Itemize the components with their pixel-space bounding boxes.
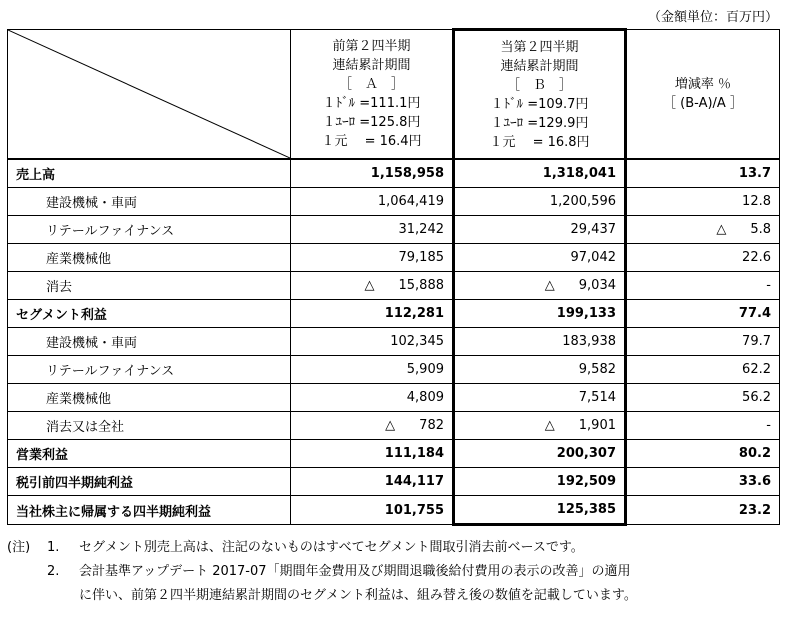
header-prev-line: １元 = 16.4円 xyxy=(321,134,422,149)
cell-rate xyxy=(626,300,780,328)
table-row xyxy=(8,356,780,384)
cell-rate xyxy=(626,440,780,468)
cell-rate xyxy=(626,496,780,525)
value-rate: 23.2 xyxy=(738,502,771,518)
row-label: リテールファイナンス xyxy=(8,356,291,384)
row-label: 消去又は全社 xyxy=(8,412,291,440)
unit-note: （金額単位：百万円） xyxy=(647,10,778,25)
cell-rate xyxy=(626,384,780,412)
row-label: セグメント利益 xyxy=(8,300,291,328)
table-row xyxy=(8,188,780,216)
table-row xyxy=(8,244,780,272)
cell-prev xyxy=(291,496,454,525)
triangle-mark: △ xyxy=(385,418,396,433)
table-row xyxy=(8,412,780,440)
note-number: 2. xyxy=(47,564,60,579)
row-label: 税引前四半期純利益 xyxy=(8,468,291,496)
cell-rate xyxy=(626,216,780,244)
cell-prev xyxy=(291,272,454,300)
cell-prev xyxy=(291,159,454,188)
note-text-continued: に伴い、前第２四半期連結累計期間のセグメント利益は、組み替え後の数値を記載しています。 xyxy=(79,588,637,603)
value-prev: 31,242 xyxy=(398,222,444,237)
note-number: 1. xyxy=(47,540,60,555)
header-prev-line: １ﾄﾞﾙ =111.1円 xyxy=(322,96,421,111)
table-row xyxy=(8,300,780,328)
value-curr: 7,514 xyxy=(578,390,616,405)
value-curr: 9,582 xyxy=(578,362,616,377)
value-prev: 1,158,958 xyxy=(370,166,444,181)
value-rate: 79.7 xyxy=(742,334,771,349)
cell-rate xyxy=(626,356,780,384)
value-rate: 80.2 xyxy=(738,446,771,461)
value-prev: 4,809 xyxy=(406,390,444,405)
value-curr: 1,200,596 xyxy=(549,194,616,209)
value-rate: 13.7 xyxy=(738,166,771,181)
header-prev-line: ［ Ａ ］ xyxy=(338,77,404,92)
row-label: 消去 xyxy=(8,272,291,300)
header-curr-line: １ﾕｰﾛ =129.9円 xyxy=(490,115,589,131)
table-row xyxy=(8,496,780,525)
cell-curr xyxy=(454,328,626,356)
row-label: 売上高 xyxy=(8,159,291,188)
value-rate: - xyxy=(766,418,771,433)
cell-curr xyxy=(454,496,626,525)
value-rate: 22.6 xyxy=(742,250,771,265)
cell-curr xyxy=(454,300,626,328)
value-prev: 79,185 xyxy=(398,250,444,265)
value-rate: - xyxy=(766,278,771,293)
cell-prev xyxy=(291,244,454,272)
row-label: 建設機械・車両 xyxy=(8,188,291,216)
cell-curr xyxy=(454,216,626,244)
footnote-1 xyxy=(7,536,637,560)
table-row xyxy=(8,216,780,244)
table-row xyxy=(8,328,780,356)
header-curr-line: 連結累計期間 xyxy=(500,58,579,74)
value-curr: 125,385 xyxy=(556,502,616,517)
note-text: セグメント別売上高は、注記のないものはすべてセグメント間取引消去前ベースです。 xyxy=(79,540,584,555)
triangle-mark: △ xyxy=(716,222,727,237)
header-prev-line: １ﾕｰﾛ =125.8円 xyxy=(322,115,421,130)
value-curr: 200,307 xyxy=(556,446,616,461)
diagonal-line xyxy=(8,30,290,158)
table-row xyxy=(8,384,780,412)
value-curr: 1,318,041 xyxy=(542,166,616,181)
cell-curr xyxy=(454,412,626,440)
value-curr: 183,938 xyxy=(562,334,616,349)
note-text: 会計基準アップデート 2017-07「期間年金費用及び期間退職後給付費用の表示の改善」の適用 xyxy=(79,564,631,579)
header-curr-line: １ﾄﾞﾙ =109.7円 xyxy=(490,96,589,112)
triangle-mark: △ xyxy=(544,278,555,293)
table-row xyxy=(8,159,780,188)
table-row xyxy=(8,440,780,468)
triangle-mark: △ xyxy=(364,278,375,293)
cell-rate xyxy=(626,188,780,216)
footnote-2 xyxy=(7,560,637,584)
value-curr: 9,034 xyxy=(578,278,616,293)
row-label: 当社株主に帰属する四半期純利益 xyxy=(8,496,291,525)
cell-prev xyxy=(291,216,454,244)
header-prev-period xyxy=(291,30,454,160)
financial-table xyxy=(7,28,780,526)
cell-rate xyxy=(626,159,780,188)
cell-rate xyxy=(626,468,780,496)
cell-rate xyxy=(626,244,780,272)
header-prev-line: 前第２四半期 xyxy=(332,39,411,54)
value-rate: 77.4 xyxy=(738,306,771,321)
table-row xyxy=(8,272,780,300)
row-label: リテールファイナンス xyxy=(8,216,291,244)
header-curr-line: ［ Ｂ ］ xyxy=(506,77,572,93)
cell-prev xyxy=(291,412,454,440)
row-label: 産業機械他 xyxy=(8,384,291,412)
value-rate: 33.6 xyxy=(738,474,771,489)
cell-prev xyxy=(291,300,454,328)
header-rate-line: 増減率 ％ xyxy=(674,77,732,92)
header-row xyxy=(8,30,780,160)
triangle-mark: △ xyxy=(544,418,555,433)
cell-prev xyxy=(291,468,454,496)
row-label: 産業機械他 xyxy=(8,244,291,272)
value-prev: 15,888 xyxy=(398,278,444,293)
value-curr: 192,509 xyxy=(556,474,616,489)
header-curr-line: 当第２四半期 xyxy=(500,39,579,55)
value-prev: 144,117 xyxy=(384,474,444,489)
value-rate: 12.8 xyxy=(742,194,771,209)
cell-curr xyxy=(454,468,626,496)
value-prev: 5,909 xyxy=(406,362,444,377)
header-curr-line: １元 = 16.8円 xyxy=(489,134,590,150)
value-prev: 782 xyxy=(419,418,444,433)
value-prev: 112,281 xyxy=(384,306,444,321)
cell-prev xyxy=(291,188,454,216)
note-spacer xyxy=(7,560,47,584)
note-mark: (注) xyxy=(7,540,31,555)
header-prev-line: 連結累計期間 xyxy=(332,58,411,73)
cell-rate xyxy=(626,412,780,440)
value-rate: 62.2 xyxy=(742,362,771,377)
cell-curr xyxy=(454,384,626,412)
corner-diagonal-cell xyxy=(8,30,291,160)
cell-rate xyxy=(626,328,780,356)
value-prev: 111,184 xyxy=(384,446,444,461)
cell-curr xyxy=(454,244,626,272)
header-change-rate xyxy=(626,30,780,160)
cell-curr xyxy=(454,440,626,468)
value-prev: 101,755 xyxy=(384,502,444,518)
cell-curr xyxy=(454,356,626,384)
cell-prev xyxy=(291,328,454,356)
value-prev: 1,064,419 xyxy=(377,194,444,209)
row-label: 営業利益 xyxy=(8,440,291,468)
value-curr: 97,042 xyxy=(570,250,616,265)
cell-rate xyxy=(626,272,780,300)
value-curr: 1,901 xyxy=(578,418,616,433)
table-row xyxy=(8,468,780,496)
value-prev: 102,345 xyxy=(390,334,444,349)
value-curr: 199,133 xyxy=(556,306,616,321)
cell-prev xyxy=(291,356,454,384)
cell-curr xyxy=(454,188,626,216)
value-rate: 5.8 xyxy=(750,222,771,237)
value-rate: 56.2 xyxy=(742,390,771,405)
cell-prev xyxy=(291,440,454,468)
value-curr: 29,437 xyxy=(570,222,616,237)
cell-curr xyxy=(454,272,626,300)
header-rate-line: ［ (B-A)/A ］ xyxy=(663,96,743,111)
cell-prev xyxy=(291,384,454,412)
header-curr-period xyxy=(454,30,626,160)
row-label: 建設機械・車両 xyxy=(8,328,291,356)
footnotes xyxy=(7,536,637,608)
cell-curr xyxy=(454,159,626,188)
